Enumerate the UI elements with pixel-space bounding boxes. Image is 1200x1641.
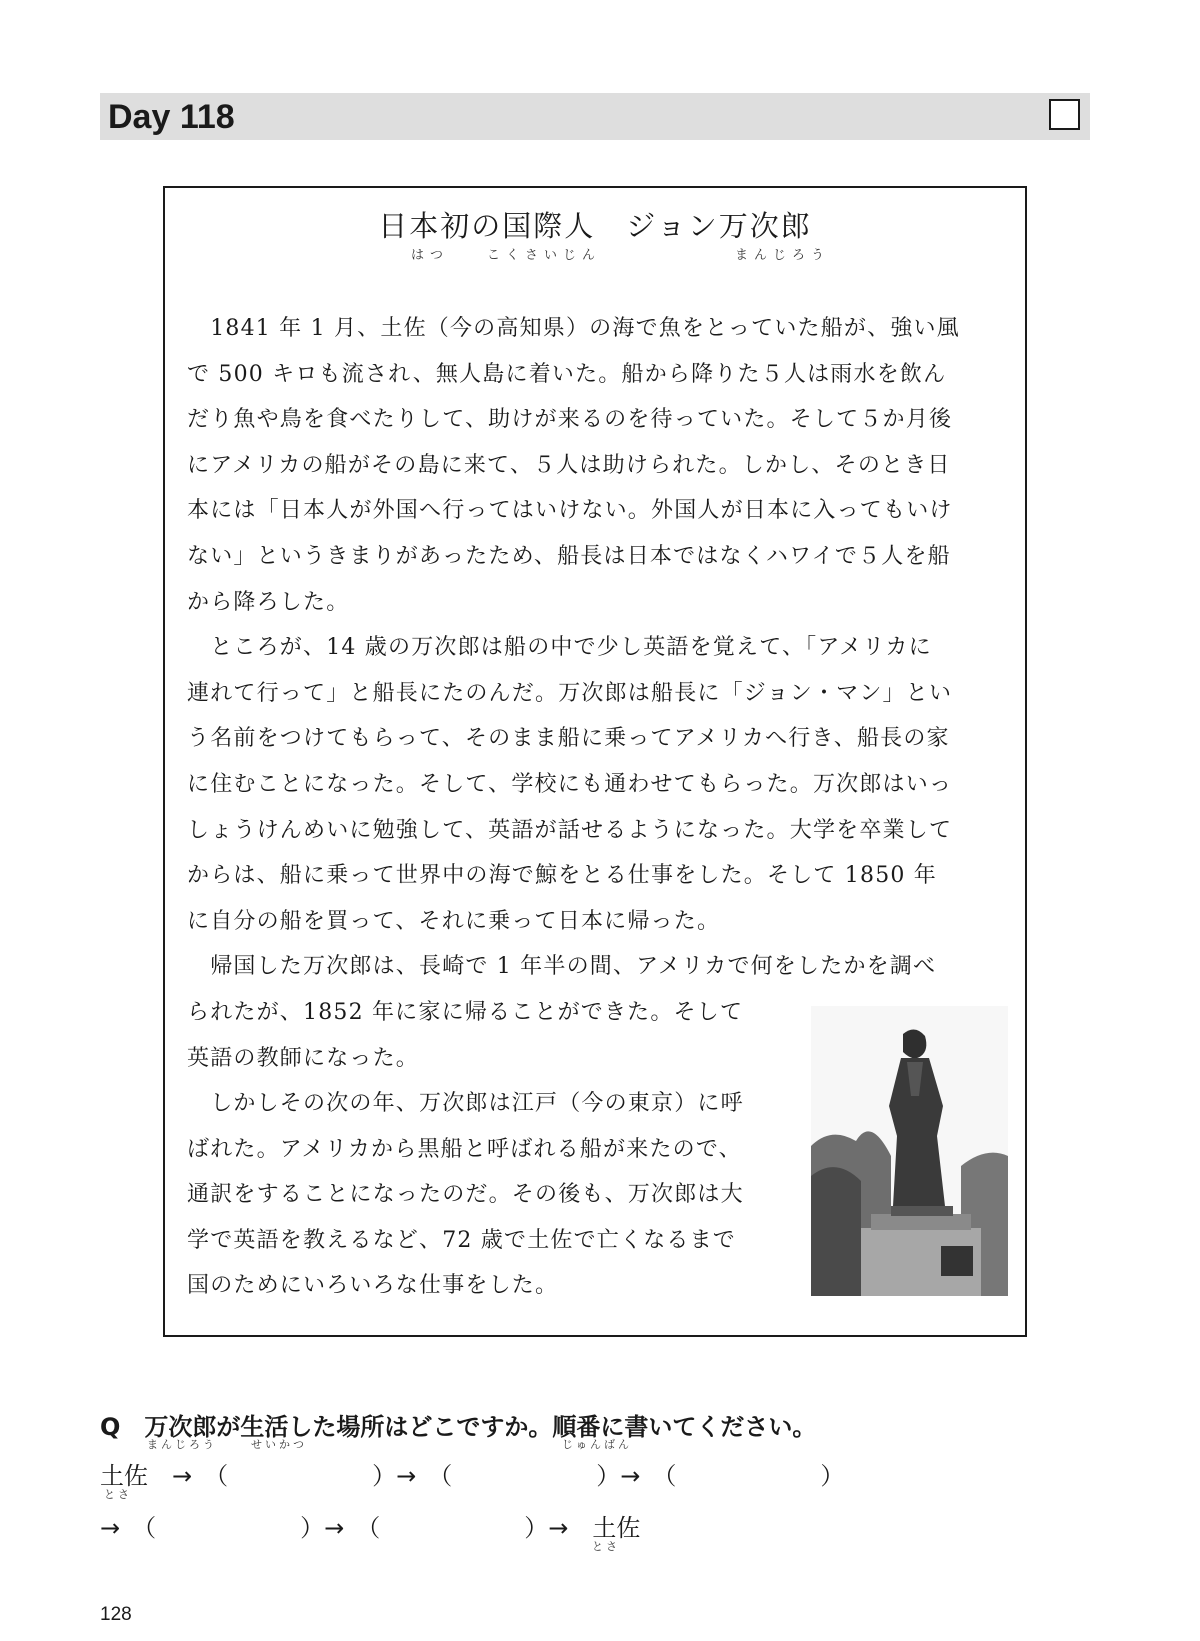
body-line: ない」というきまりがあったため、船長は日本ではなくハワイで５人を船	[187, 543, 951, 569]
body-line: う名前をつけてもらって、そのまま船に乗ってアメリカへ行き、船長の家	[187, 726, 950, 752]
completion-checkbox[interactable]	[1049, 99, 1080, 130]
question-ruby-junban: じゅんばん	[562, 1438, 632, 1451]
article-title: 日本初の国際人 ジョン万次郎	[378, 209, 812, 243]
article-frame	[163, 186, 1027, 1337]
body-line: られたが、1852 年に家に帰ることができた。そして	[187, 999, 744, 1025]
body-line: 帰国した万次郎は、長崎で 1 年半の間、アメリカで何をしたかを調べ	[187, 954, 937, 980]
body-line: しかしその次の年、万次郎は江戸（今の東京）に呼	[187, 1091, 744, 1117]
body-line: に住むことになった。そして、学校にも通わせてもらった。万次郎はいっ	[187, 771, 953, 797]
question-ruby-seikatsu: せいかつ	[251, 1438, 307, 1451]
answer-row-1: 土佐 → （ ）→ （ ）→ （ ）	[100, 1462, 845, 1490]
answer-ruby-tosa-start: とさ	[104, 1488, 132, 1501]
title-ruby-manjiro: まんじろう	[735, 248, 831, 263]
body-line: で 500 キロも流され、無人島に着いた。船から降りた５人は雨水を飲ん	[187, 361, 947, 387]
page-number: 128	[100, 1604, 132, 1625]
answer-ruby-tosa-end: とさ	[592, 1540, 620, 1553]
body-line: 英語の教師になった。	[187, 1045, 420, 1071]
body-line: だり魚や鳥を食べたりして、助けが来るのを待っていた。そして５か月後	[187, 407, 953, 433]
body-line: 連れて行って」と船長にたのんだ。万次郎は船長に「ジョン・マン」とい	[187, 680, 953, 706]
statue-photo	[811, 1006, 1008, 1296]
question-ruby-manjiro: まんじろう	[147, 1438, 217, 1451]
body-line: からは、船に乗って世界中の海で鯨をとる仕事をした。そして 1850 年	[187, 863, 937, 889]
body-line: ところが、14 歳の万次郎は船の中で少し英語を覚えて、「アメリカに	[187, 635, 932, 661]
question-text: Q 万次郎が生活した場所はどこですか。順番に書いてください。	[100, 1413, 817, 1441]
day-title: Day 118	[108, 98, 235, 136]
body-line: 本には「日本人が外国へ行ってはいけない。外国人が日本に入ってもいけ	[187, 498, 953, 524]
body-line: しょうけんめいに勉強して、英語が話せるようになった。大学を卒業して	[187, 817, 953, 843]
body-line: 学で英語を教えるなど、72 歳で土佐で亡くなるまで	[187, 1227, 736, 1253]
body-line: から降ろした。	[187, 589, 350, 615]
answer-row-2: → （ ）→ （ ）→ 土佐	[100, 1514, 641, 1542]
body-line: にアメリカの船がその島に来て、５人は助けられた。しかし、そのとき日	[187, 452, 951, 478]
statue-image	[811, 1006, 1008, 1296]
body-line: に自分の船を買って、それに乗って日本に帰った。	[187, 908, 721, 934]
title-ruby-kokusaijin: はつ こくさいじん	[411, 248, 602, 263]
body-line: 1841 年 1 月、土佐（今の高知県）の海で魚をとっていた船が、強い風	[187, 316, 960, 341]
day-header	[100, 93, 1090, 140]
body-line: 通訳をすることになったのだ。その後も、万次郎は大	[187, 1182, 744, 1208]
body-line: 国のためにいろいろな仕事をした。	[187, 1273, 559, 1299]
body-line: ばれた。アメリカから黒船と呼ばれる船が来たので、	[187, 1136, 742, 1162]
